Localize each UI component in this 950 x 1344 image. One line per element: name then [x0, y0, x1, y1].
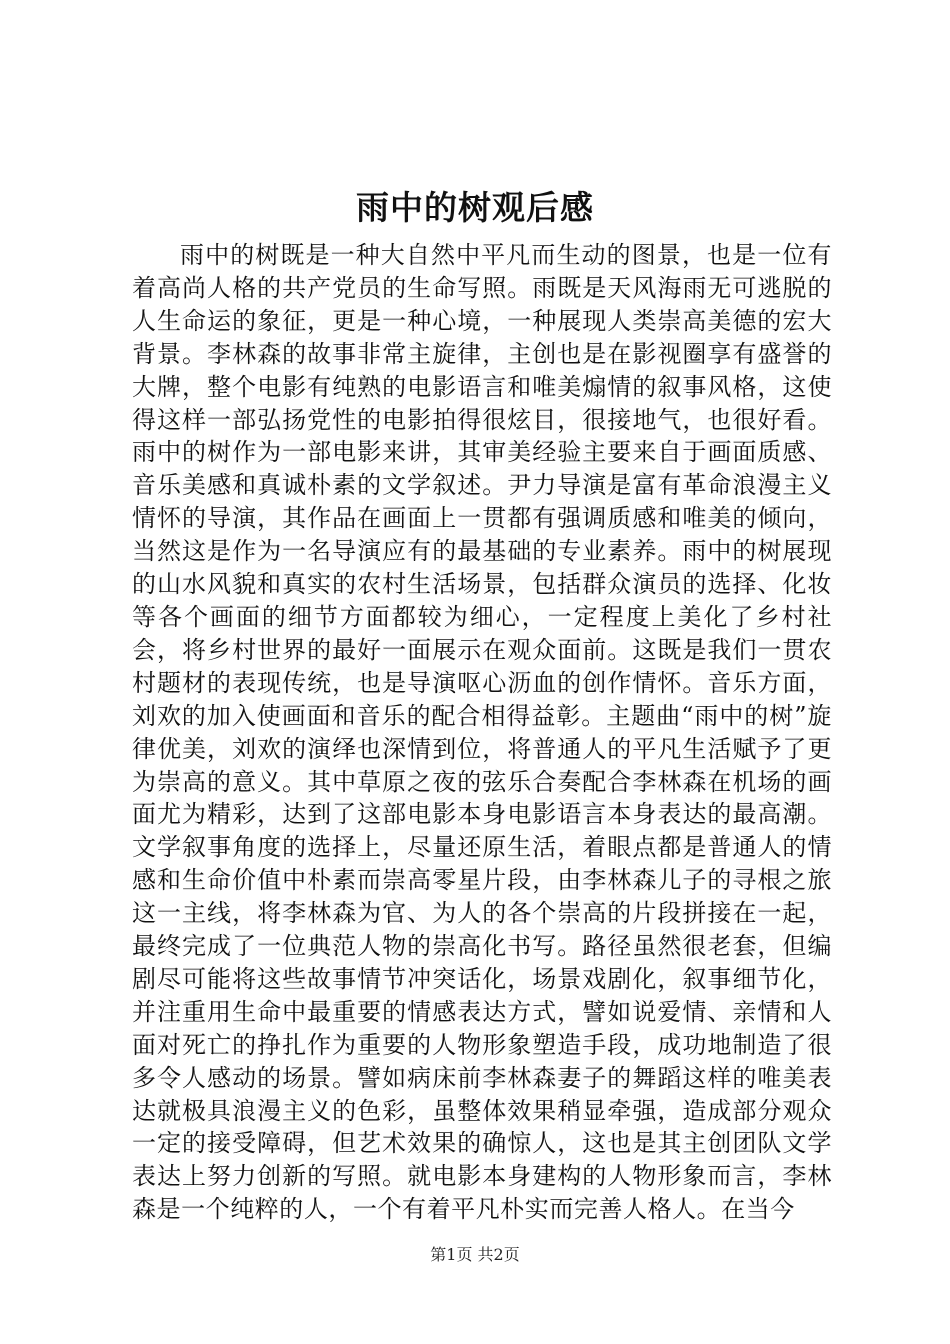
page-footer: 第1页 共2页 — [430, 1245, 520, 1264]
document-title: 雨中的树观后感 — [356, 188, 594, 227]
document-body-paragraph: 雨中的树既是一种大自然中平凡而生动的图景，也是一位有着高尚人格的共产党员的生命写照。雨既是天风海雨无可逃脱的人生命运的象征，更是一种心境，一种展现人类崇高美德的宏大背景。李林森的故事非常主旋律，主创也是在影视圈享有盛誉的大牌，整个电影有纯熟的电影语言和唯美煽情的叙事风格，这使得这样一部弘扬党性的电影拍得很炫目，很接地气，也很好看。雨中的树作为一部电影来讲，其审美经验主要来自于画面质感、音乐美感和真诚朴素的文学叙述。尹力导演是富有革命浪漫主义情怀的导演，其作品在画面上一贯都有强调质感和唯美的倾向，当然这是作为一名导演应有的最基础的专业素养。雨中的树展现的山水风貌和真实的农村生活场景，包括群众演员的选择、化妆等各个画面的细节方面都较为细心，一定程度上美化了乡村社会，将乡村世界的最好一面展示在观众面前。这既是我们一贯农村题材的表现传统，也是导演呕心沥血的创作情怀。音乐方面，刘欢的加入使画面和音乐的配合相得益彰。主题曲“雨中的树”旋律优美，刘欢的演绎也深情到位，将普通人的平凡生活赋予了更为崇高的意义。其中草原之夜的弦乐合奏配合李林森在机场的画面尤为精彩，达到了这部电影本身电影语言本身表达的最高潮。文学叙事角度的选择上，尽量还原生活，着眼点都是普通人的情感和生命价值中朴素而崇高零星片段，由李林森儿子的寻根之旅这一主线，将李林森为官、为人的各个崇高的片段拼接在一起，最终完成了一位典范人物的崇高化书写。路径虽然很老套，但编剧尽可能将这些故事情节冲突话化，场景戏剧化，叙事细节化，并注重用生命中最重要的情感表达方式，譬如说爱情、亲情和人面对死亡的挣扎作为重要的人物形象塑造手段，成功地制造了很多令人感动的场景。譬如病床前李林森妻子的舞蹈这样的唯美表达就极具浪漫主义的色彩，虽整体效果稍显牵强，造成部分观众一定的接受障碍，但艺术效果的确惊人，这也是其主创团队文学表达上努力创新的写照。就电影本身建构的人物形象而言，李林森是一个纯粹的人，一个有着平凡朴实而完善人格人。在当今 — [132, 241, 832, 1224]
